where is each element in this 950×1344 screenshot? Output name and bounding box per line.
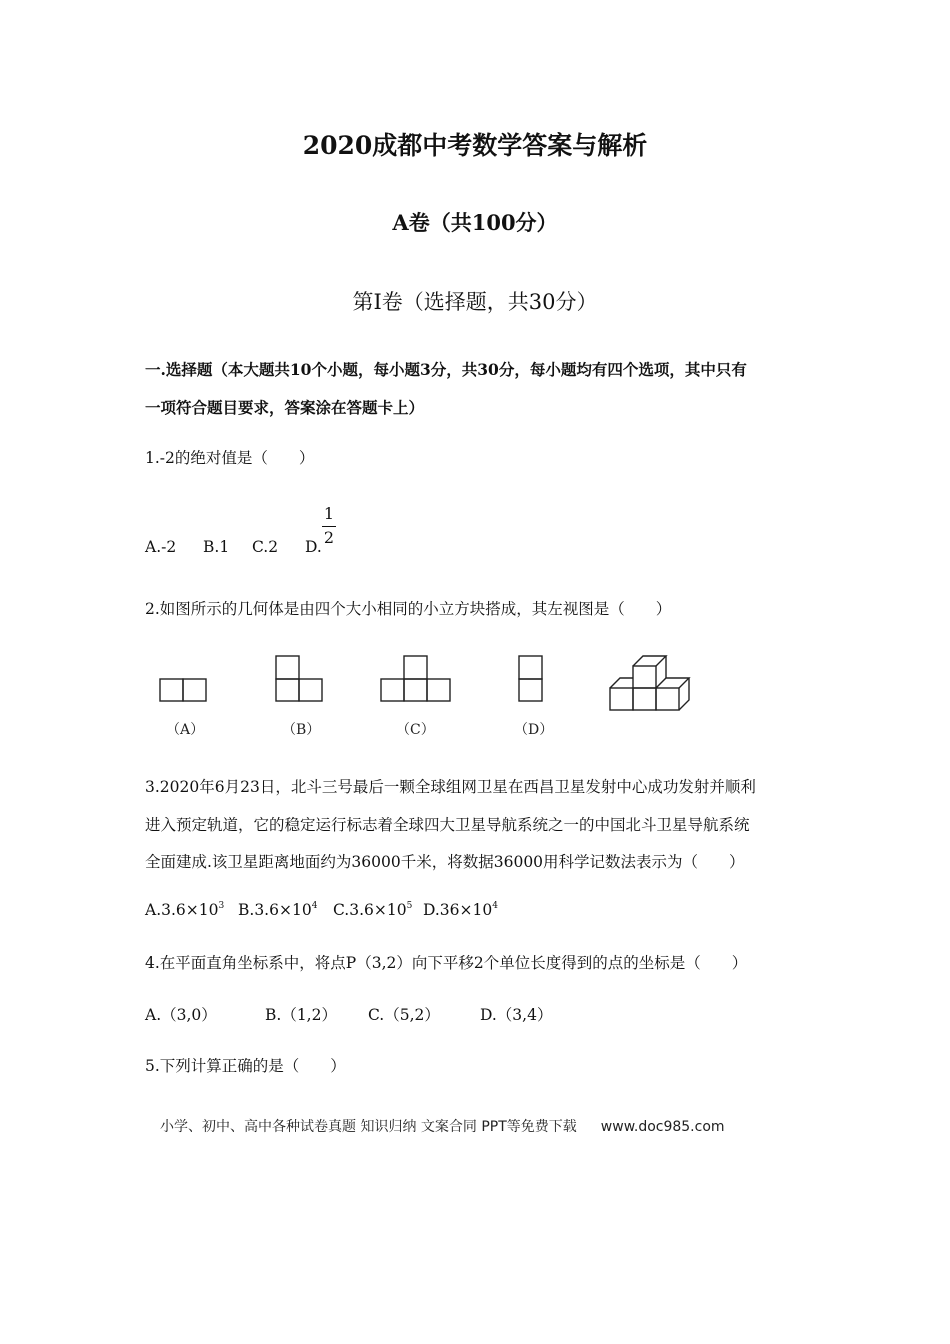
instructions-line-2: 一项符合题目要求，答案涂在答题卡上）	[145, 398, 425, 417]
label-a: （A）	[166, 722, 205, 738]
view-d-figure	[519, 656, 542, 701]
footer-url: www.doc985.com	[600, 1119, 725, 1135]
q3-option-d: $D.36\times 10^4$	[423, 901, 498, 919]
question-1-options	[145, 504, 336, 558]
q4-option-a: A.（3,0）	[145, 1006, 217, 1024]
question-4-stem: 4.在平面直角坐标系中，将点P（3,2）向下平移2个单位长度得到的点的坐标是（ ）	[145, 954, 748, 972]
view-a-figure	[160, 679, 206, 701]
question-2-stem: 2.如图所示的几何体是由四个大小相同的小立方块搭成，其左视图是（ ）	[145, 600, 672, 618]
q1-option-d: D.	[305, 538, 322, 556]
paper-subtitle: A卷（共100分）	[392, 210, 558, 235]
q4-option-b: B.（1,2）	[265, 1006, 337, 1024]
instructions-line-1: 一.选择题（本大题共10个小题，每小题3分，共30分，每小题均有四个选项，其中只有	[145, 360, 747, 379]
q3-option-a: $A.3.6\times 10^3$	[145, 901, 225, 919]
question-1-stem: 1.-2的绝对值是（ ）	[145, 449, 315, 467]
question-2-figures	[150, 648, 710, 744]
q1-option-b: B.1	[203, 538, 230, 556]
section-heading: 第I卷（选择题，共30分）	[352, 290, 598, 314]
label-d: （D）	[514, 722, 554, 738]
question-4-options	[145, 1003, 552, 1025]
label-c: （C）	[396, 722, 435, 738]
view-c-figure	[381, 656, 450, 701]
question-3-options	[145, 901, 498, 919]
q4-option-c: C.（5,2）	[368, 1006, 440, 1024]
cube-solid-figure	[610, 656, 689, 710]
q4-option-d: D.（3,4）	[480, 1006, 553, 1024]
q1-option-a: A.-2	[145, 538, 177, 556]
footer-text: 小学、初中、高中各种试卷真题 知识归纳 文案合同 PPT等免费下载	[160, 1119, 577, 1135]
fraction-one-half: $\frac{1}{2}$	[323, 504, 334, 547]
question-3-line-2: 进入预定轨道，它的稳定运行标志着全球四大卫星导航系统之一的中国北斗卫星导航系统	[145, 816, 750, 834]
document-title: 2020成都中考数学答案与解析	[302, 131, 648, 160]
q3-option-b: $B.3.6\times 10^4$	[238, 901, 318, 919]
q1-option-c: C.2	[252, 538, 279, 556]
footer-banner	[160, 1116, 725, 1136]
question-3-line-1: 3.2020年6月23日，北斗三号最后一颗全球组网卫星在西昌卫星发射中心成功发射并顺利	[145, 778, 756, 796]
view-b-figure	[276, 656, 322, 701]
question-5-stem: 5.下列计算正确的是（ ）	[145, 1057, 346, 1075]
question-3-line-3: 全面建成.该卫星距离地面约为36000千米，将数据36000用科学记数法表示为（ ）	[145, 853, 745, 871]
q3-option-c: $C.3.6\times 10^5$	[333, 901, 413, 919]
label-b: （B）	[282, 722, 321, 738]
